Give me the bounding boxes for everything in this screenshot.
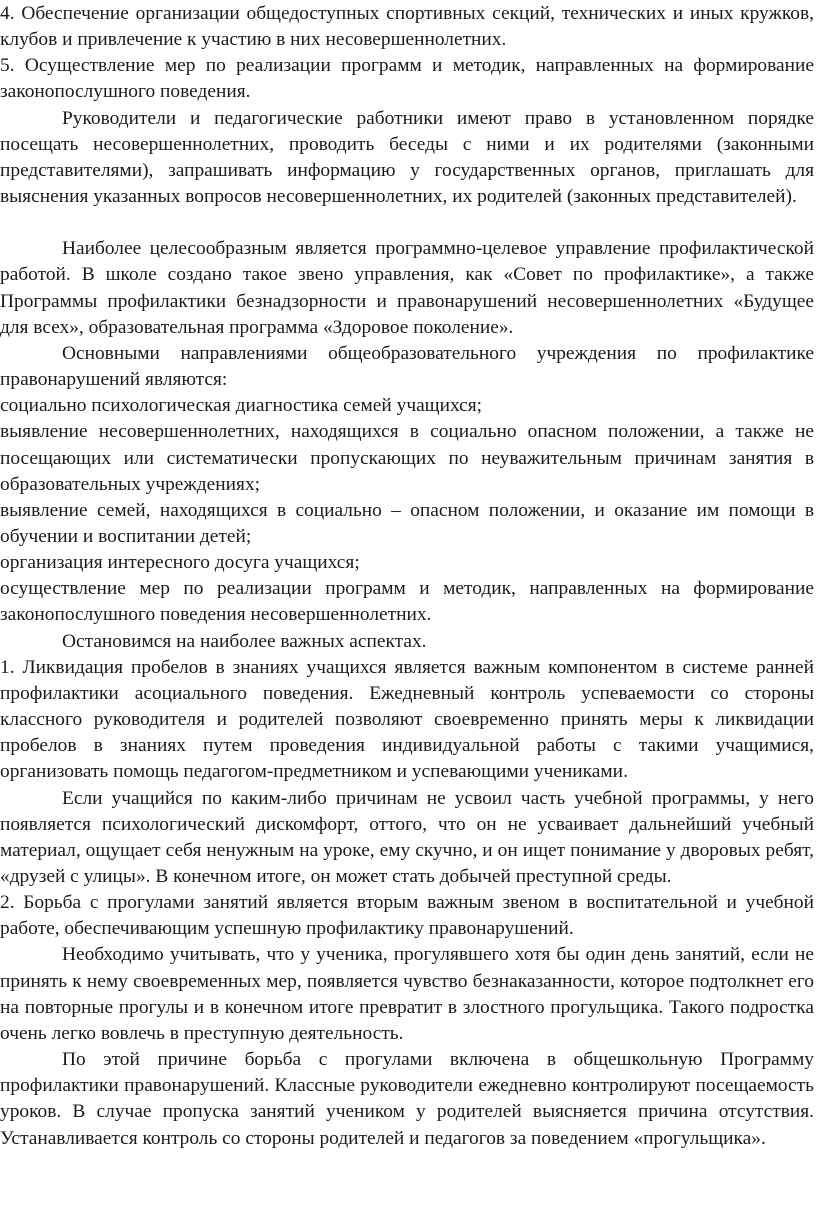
paragraph-impunity: Необходимо учитывать, что у ученика, прогулявшего хотя бы один день занятий, если не принять к нему своевременных мер, появляется чувство безнаказанности, которое подтолкнет его на повторные прогулы и в конечном итоге превратит в злостного прогульщика. Такого подростка очень легко вовлечь в преступную деятельность. <box>0 944 814 1044</box>
list-item-5: 5. Осуществление мер по реализации программ и методик, направленных на формирование законопослушного поведения. <box>0 55 814 103</box>
direction-item: организация интересного досуга учащихся; <box>0 552 360 574</box>
paragraph-discomfort: Если учащийся по каким-либо причинам не усвоил часть учебной программы, у него появляется психологический дискомфорт, оттого, что он не усваивает дальнейший учебный материал, ощущает себя ненужным на уроке, ему скучно, и он ищет понимание у дворовых ребят, «друзей с улицы». В конечном итоге, он может стать добычей преступной среды. <box>0 787 814 887</box>
list-item-4: 4. Обеспечение организации общедоступных спортивных секций, технических и иных кружков, клубов и привлечение к участию в них несовершеннолетних. <box>0 3 814 51</box>
paragraph-rights: Руководители и педагогические работники имеют право в установленном порядке посещать несовершеннолетних, проводить беседы с ними и их родителями (законными представителями), запрашивать информацию у государственных органов, приглашать для выяснения указанных вопросов несовершеннолетних, их родителей (законных представителей). <box>0 107 814 208</box>
aspect-1: 1. Ликвидация пробелов в знаниях учащихся является важным компонентом в системе ранней профилактики асоциального поведения. Ежедневный контроль успеваемости со стороны классного руководителя и родителей позволяют своевременно принять меры к ликвидации пробелов в знаниях путем проведения индивидуальной работы с такими учащимися, организовать помощь педагогом-предметником и успевающими учениками. <box>0 656 814 783</box>
aspect-2: 2. Борьба с прогулами занятий является вторым важным звеном в воспитательной и учебной работе, обеспечивающим успешную профилактику правонарушений. <box>0 892 814 940</box>
blank-line <box>0 210 814 236</box>
direction-item: выявление семей, находящихся в социально – опасном положении, и оказание им помощи в обучении и воспитании детей; <box>0 499 814 547</box>
paragraph-management: Наиболее целесообразным является программно-целевое управление профилактической работой. В школе создано такое звено управления, как «Совет по профилактике», а также Программы профилактики безнадзорности и правонарушений несовершеннолетних «Будущее для всех», образовательная программа «Здоровое поколение». <box>0 238 814 338</box>
direction-item: выявление несовершеннолетних, находящихся в социально опасном положении, а также не посещающих или систематически пропускающих по неуважительным причинам занятия в образовательных учреждениях; <box>0 421 814 495</box>
paragraph-control: По этой причине борьба с прогулами включена в общешкольную Программу профилактики правонарушений. Классные руководители ежедневно контролируют посещаемость уроков. В случае пропуска занятий учеником у родителей выясняется причина отсутствия. Устанавливается контроль со стороны родителей и педагогов за поведением «прогульщика». <box>0 1049 814 1149</box>
direction-item: осуществление мер по реализации программ и методик, направленных на формирование законопослушного поведения несовершеннолетних. <box>0 578 814 626</box>
paragraph-aspects: Остановимся на наиболее важных аспектах. <box>62 630 427 652</box>
paragraph-directions-intro: Основными направлениями общеобразовательного учреждения по профилактике правонарушений являются: <box>0 342 814 391</box>
direction-item: социально психологическая диагностика семей учащихся; <box>0 395 483 417</box>
